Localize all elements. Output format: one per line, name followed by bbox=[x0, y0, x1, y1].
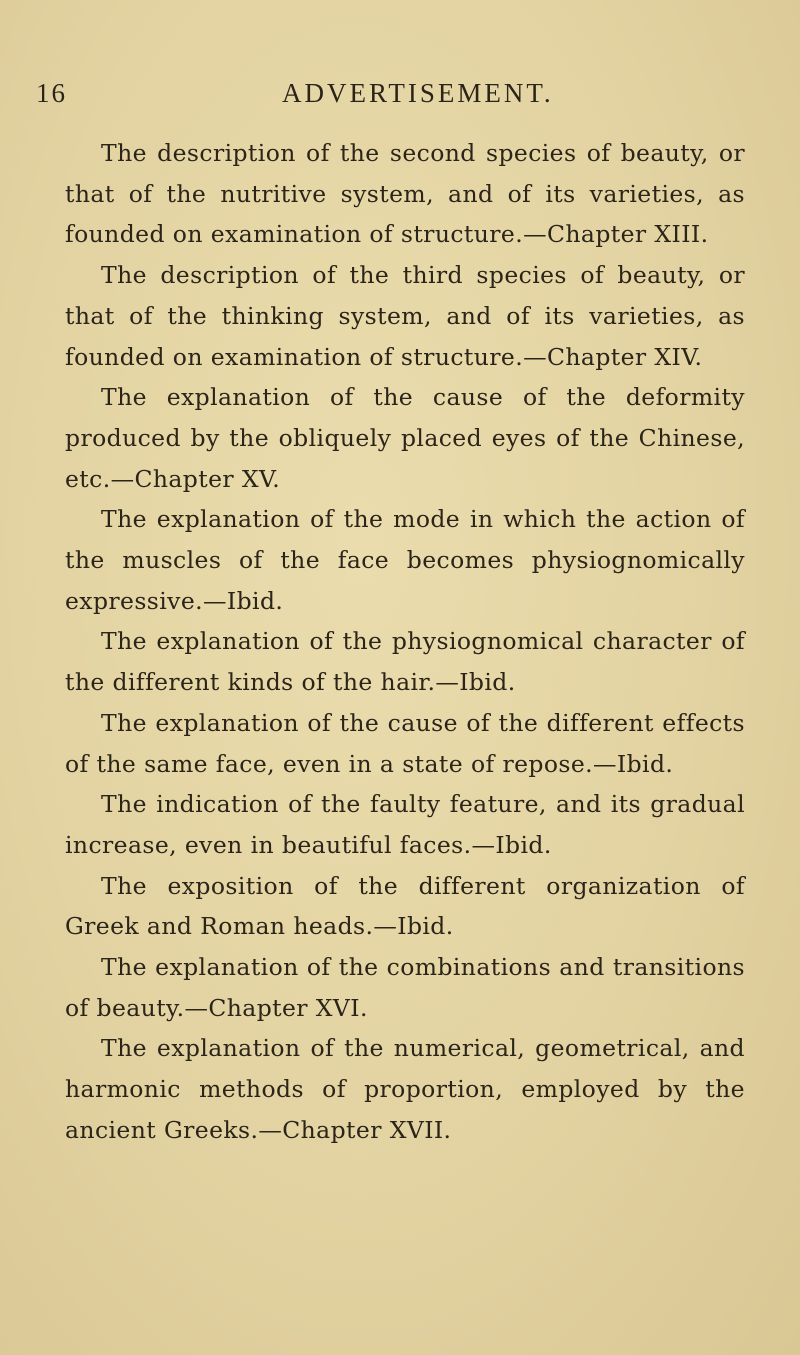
running-head-title: ADVERTISEMENT. bbox=[282, 78, 554, 108]
entry-face-repose: The explanation of the cause of the different effects of the same face, even in a state of repose.—Ibid. bbox=[65, 708, 745, 778]
entry-chapter-xiii: The description of the second species of beauty, or that of the nutritive system, and of its varieties, as founded on examination of structure.—Chapter XIII. bbox=[65, 139, 745, 249]
entry-faulty-feature: The indication of the faulty feature, and its gradual increase, even in beautiful faces.—Ibid. bbox=[65, 790, 745, 859]
entry-chapter-xvii: The explanation of the numerical, geometrical, and harmonic methods of proportion, employed by the ancient Greeks.—Chapter XVII. bbox=[65, 1034, 745, 1144]
entry-chapter-xv: The explanation of the cause of the deformity produced by the obliquely placed eyes of the Chinese, etc.—Chapter XV. bbox=[65, 383, 745, 493]
entry-hair-character: The explanation of the physiognomical character of the different kinds of the hair.—Ibid. bbox=[65, 627, 745, 697]
page-number: 16 bbox=[36, 78, 67, 108]
entry-chapter-xvi: The explanation of the combinations and transitions of beauty.—Chapter XVI. bbox=[65, 953, 745, 1022]
running-head bbox=[36, 78, 736, 112]
entry-muscles-expression: The explanation of the mode in which the action of the muscles of the face becomes physiognomically expressive.—Ibid. bbox=[65, 505, 745, 615]
entry-greek-roman-heads: The exposition of the different organization of Greek and Roman heads.—Ibid. bbox=[65, 871, 745, 941]
entry-chapter-xiv: The description of the third species of beauty, or that of the thinking system, and of its varieties, as founded on examination of structure.—Chapter XIV. bbox=[65, 261, 745, 371]
advertisement-body bbox=[65, 133, 745, 1151]
